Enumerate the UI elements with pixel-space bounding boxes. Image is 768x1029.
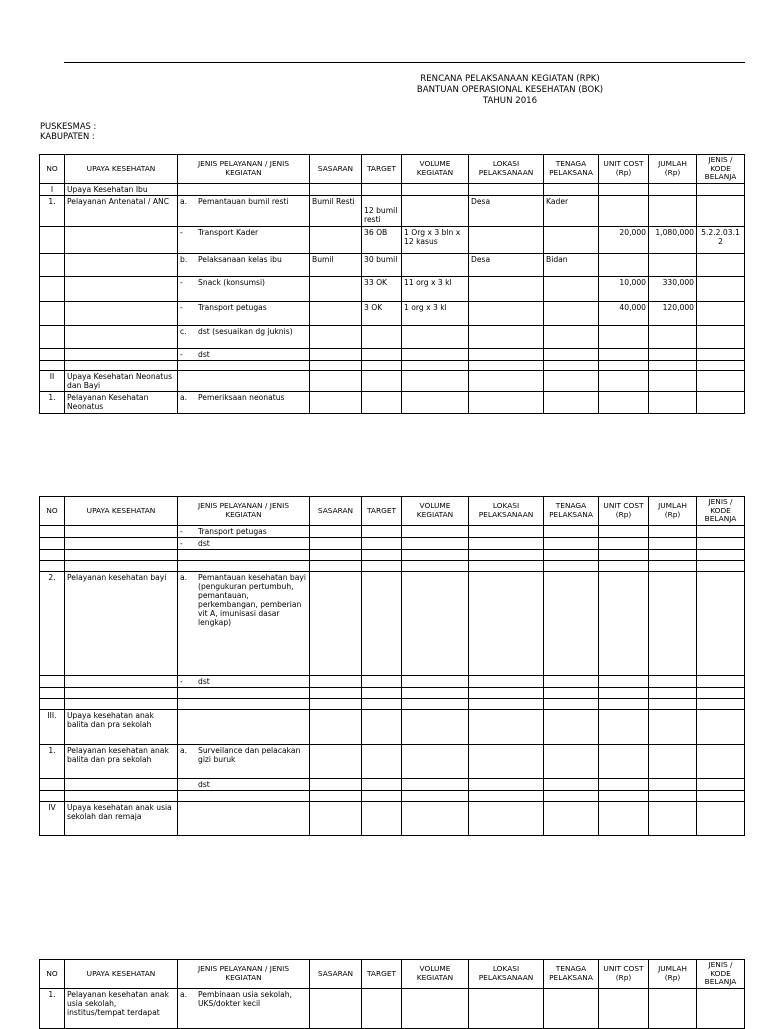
cell-tenaga: Bidan (544, 253, 599, 276)
cell-jumlah: 330,000 (649, 276, 697, 301)
cell-target (362, 195, 402, 226)
document-meta (40, 121, 96, 141)
item-marker: - (180, 302, 183, 312)
item-marker: a. (180, 745, 188, 755)
table-row (40, 744, 745, 778)
header-upaya: UPAYA KESEHATAN (65, 155, 178, 184)
table-row (40, 325, 745, 348)
item-text: Pemeriksaan neonatus (198, 392, 285, 402)
table-row-empty (40, 360, 745, 370)
cell-no: 2. (40, 571, 65, 675)
document-title (380, 74, 640, 107)
header-no: NO (40, 497, 65, 526)
rpk-table-1 (39, 154, 745, 414)
header-kode: JENIS / KODE BELANJA (697, 497, 745, 526)
header-kode: JENIS / KODE BELANJA (697, 155, 745, 184)
cell-jenis (178, 195, 310, 226)
cell-jenis (178, 988, 310, 1028)
cell-jenis (178, 325, 310, 348)
table-header-row (40, 497, 745, 526)
table-row-empty (40, 549, 745, 560)
cell-jenis (178, 525, 310, 537)
table-row (40, 226, 745, 253)
item-text: Pemantauan kesehatan bayi (pengukuran pertumbuh, pemantauan, perkembangan, pemberian vit A, imunisasi dasar lengkap) (198, 572, 306, 627)
cell-jumlah: 120,000 (649, 301, 697, 325)
item-marker: - (180, 538, 183, 548)
table-row (40, 988, 745, 1028)
header-jumlah: JUMLAH (Rp) (649, 960, 697, 989)
cell-no: I (40, 183, 65, 195)
table-row (40, 675, 745, 687)
table-header-row (40, 960, 745, 989)
cell-sasaran: Bumil (310, 253, 362, 276)
header-volume: VOLUME KEGIATAN (402, 155, 469, 184)
table-row (40, 391, 745, 413)
cell-volume: 1 Org x 3 bln x 12 kasus (402, 226, 469, 253)
table-row (40, 301, 745, 325)
header-jumlah: JUMLAH (Rp) (649, 497, 697, 526)
cell-upaya: Pelayanan Kesehatan Neonatus (65, 391, 178, 413)
cell-tenaga: Kader (544, 195, 599, 226)
table-row-empty (40, 560, 745, 571)
item-text: Transport Kader (198, 227, 259, 237)
cell-upaya: Upaya kesehatan anak balita dan pra sekolah (65, 709, 178, 744)
cell-upaya: Pelayanan kesehatan anak balita dan pra sekolah (65, 744, 178, 778)
item-text: Surveilance dan pelacakan gizi buruk (198, 745, 301, 764)
item-marker: a. (180, 392, 188, 402)
cell-target: 3 OK (362, 301, 402, 325)
title-line-3: TAHUN 2016 (482, 96, 538, 106)
item-text: dst (198, 538, 210, 548)
cell-upaya: Pelayanan Antenatal / ANC (65, 195, 178, 226)
cell-volume: 11 org x 3 kl (402, 276, 469, 301)
cell-upaya: Upaya Kesehatan Ibu (65, 183, 178, 195)
item-marker: b. (180, 254, 188, 264)
header-upaya: UPAYA KESEHATAN (65, 960, 178, 989)
item-text: Pelaksanaan kelas ibu (198, 254, 282, 264)
table-row (40, 801, 745, 835)
cell-kode: 5.2.2.03.12 (697, 226, 745, 253)
title-line-2: BANTUAN OPERASIONAL KESEHATAN (BOK) (416, 85, 604, 95)
cell-unit-cost: 40,000 (599, 301, 649, 325)
title-line-1: RENCANA PELAKSANAAN KEGIATAN (RPK) (420, 74, 600, 84)
item-marker: - (180, 676, 183, 686)
item-marker: c. (180, 326, 187, 336)
cell-target: 30 bumil (362, 253, 402, 276)
cell-lokasi: Desa (469, 195, 544, 226)
item-text: Snack (konsumsi) (198, 277, 266, 287)
table-row (40, 709, 745, 744)
header-tenaga: TENAGA PELAKSANA (544, 497, 599, 526)
header-sasaran: SASARAN (310, 960, 362, 989)
cell-upaya: Upaya Kesehatan Neonatus dan Bayi (65, 370, 178, 391)
table-row (40, 183, 745, 195)
cell-lokasi: Desa (469, 253, 544, 276)
header-target: TARGET (362, 497, 402, 526)
table-row (40, 195, 745, 226)
header-target: TARGET (362, 155, 402, 184)
item-marker: - (180, 277, 183, 287)
cell-no: II (40, 370, 65, 391)
header-unit-cost: UNIT COST (Rp) (599, 960, 649, 989)
cell-jenis (178, 226, 310, 253)
cell-sasaran: Bumil Resti (310, 195, 362, 226)
cell-no: 1. (40, 195, 65, 226)
rpk-table-2 (39, 496, 745, 836)
header-tenaga: TENAGA PELAKSANA (544, 155, 599, 184)
header-jenis: JENIS PELAYANAN / JENIS KEGIATAN (178, 497, 310, 526)
header-sasaran: SASARAN (310, 155, 362, 184)
cell-jenis (178, 348, 310, 360)
cell-unit-cost: 20,000 (599, 226, 649, 253)
item-text: dst (198, 779, 210, 789)
header-no: NO (40, 155, 65, 184)
table-row-empty (40, 698, 745, 709)
cell-target: 36 OB (362, 226, 402, 253)
kabupaten-label: KABUPATEN : (40, 131, 95, 141)
header-target: TARGET (362, 960, 402, 989)
table-row (40, 253, 745, 276)
item-text: Transport petugas (198, 302, 267, 312)
cell-no: 1. (40, 391, 65, 413)
item-text: Pembinaan usia sekolah, UKS/dokter kecil (198, 989, 292, 1008)
cell-no: IV (40, 801, 65, 835)
table-row (40, 370, 745, 391)
cell-jenis (178, 744, 310, 778)
header-upaya: UPAYA KESEHATAN (65, 497, 178, 526)
target-value: 12 bumil resti (364, 205, 398, 224)
cell-jumlah: 1,080,000 (649, 226, 697, 253)
cell-jenis (178, 276, 310, 301)
table-row (40, 276, 745, 301)
header-no: NO (40, 960, 65, 989)
table-row (40, 571, 745, 675)
header-kode: JENIS / KODE BELANJA (697, 960, 745, 989)
cell-upaya: Upaya kesehatan anak usia sekolah dan remaja (65, 801, 178, 835)
item-text: Pemantauan bumil resti (198, 196, 289, 206)
cell-jenis (178, 391, 310, 413)
header-tenaga: TENAGA PELAKSANA (544, 960, 599, 989)
cell-no: 1. (40, 988, 65, 1028)
header-unit-cost: UNIT COST (Rp) (599, 497, 649, 526)
table-row (40, 525, 745, 537)
cell-jenis (178, 537, 310, 549)
cell-jenis (178, 571, 310, 675)
puskesmas-label: PUSKESMAS : (40, 121, 97, 131)
header-jenis: JENIS PELAYANAN / JENIS KEGIATAN (178, 960, 310, 989)
header-lokasi: LOKASI PELAKSANAAN (469, 960, 544, 989)
item-marker: - (180, 526, 183, 536)
cell-upaya: Pelayanan kesehatan bayi (65, 571, 178, 675)
cell-jenis (178, 301, 310, 325)
header-sasaran: SASARAN (310, 497, 362, 526)
table-row (40, 778, 745, 790)
cell-jenis (178, 675, 310, 687)
item-text: dst (sesuaikan dg juknis) (198, 326, 293, 336)
table-header-row (40, 155, 745, 184)
header-volume: VOLUME KEGIATAN (402, 960, 469, 989)
header-lokasi: LOKASI PELAKSANAAN (469, 497, 544, 526)
item-text: Transport petugas (198, 526, 267, 536)
item-marker: a. (180, 572, 188, 582)
table-row (40, 537, 745, 549)
header-volume: VOLUME KEGIATAN (402, 497, 469, 526)
cell-jenis (178, 253, 310, 276)
item-marker: - (180, 227, 183, 237)
header-jumlah: JUMLAH (Rp) (649, 155, 697, 184)
item-marker: a. (180, 196, 188, 206)
item-marker: a. (180, 989, 188, 999)
cell-no: III. (40, 709, 65, 744)
cell-no: 1. (40, 744, 65, 778)
table-row-empty (40, 790, 745, 801)
top-rule (64, 62, 745, 63)
cell-jenis (178, 778, 310, 790)
header-jenis: JENIS PELAYANAN / JENIS KEGIATAN (178, 155, 310, 184)
header-unit-cost: UNIT COST (Rp) (599, 155, 649, 184)
item-text: dst (198, 349, 210, 359)
header-lokasi: LOKASI PELAKSANAAN (469, 155, 544, 184)
cell-upaya: Pelayanan kesehatan anak usia sekolah, institus/tempat terdapat (65, 988, 178, 1028)
item-marker: - (180, 349, 183, 359)
table-row-empty (40, 687, 745, 698)
cell-target: 33 OK (362, 276, 402, 301)
table-row (40, 348, 745, 360)
cell-unit-cost: 10,000 (599, 276, 649, 301)
item-text: dst (198, 676, 210, 686)
rpk-table-3 (39, 959, 745, 1029)
cell-volume: 1 org x 3 kl (402, 301, 469, 325)
